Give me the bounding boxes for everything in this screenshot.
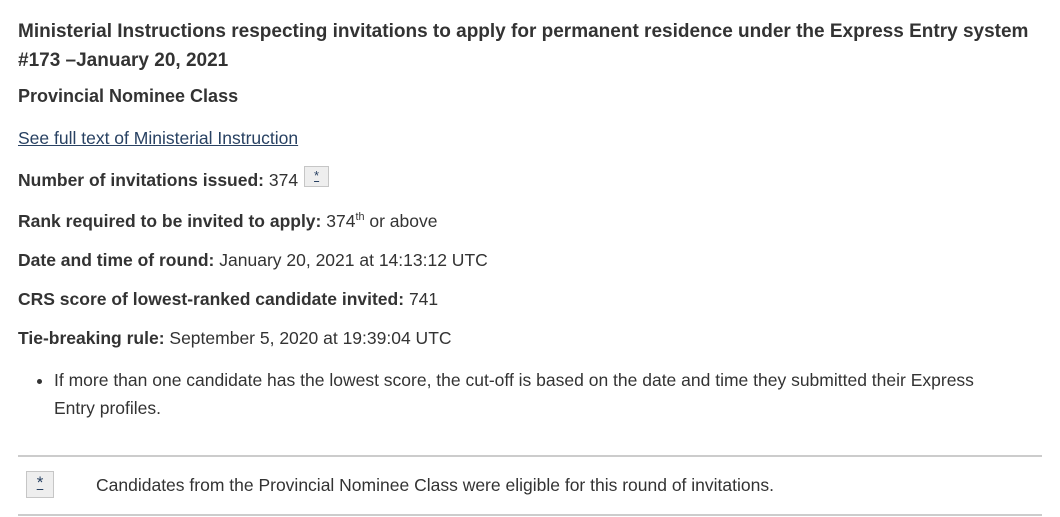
footnote-marker-link[interactable]: * — [26, 471, 54, 498]
field-tie-breaking-rule — [18, 327, 1042, 349]
field-crs-score-label: CRS score of lowest-ranked candidate invited: — [18, 289, 405, 309]
footnotes-divider-bottom — [18, 514, 1042, 516]
round-title-line-2: #173 –January 20, 2021 — [18, 50, 229, 71]
field-tie-breaking-rule-label: Tie-breaking rule: — [18, 328, 165, 348]
footnote-text: Candidates from the Provincial Nominee Class were eligible for this round of invitations. — [96, 475, 774, 495]
field-invitations-issued-value: 374 — [268, 170, 299, 190]
field-rank-required-value: 374 — [326, 211, 356, 231]
footnote-reference-link[interactable]: * — [304, 166, 329, 187]
round-title-line-1: Ministerial Instructions respecting invitations to apply for permanent residence under the Express Entry system — [18, 21, 1029, 42]
footnote-row — [18, 457, 1042, 514]
field-rank-required-label: Rank required to be invited to apply: — [18, 211, 322, 231]
ordinal-suffix: th — [355, 211, 365, 224]
footnotes-section — [18, 455, 1042, 516]
full-text-link[interactable]: See full text of Ministerial Instruction — [18, 128, 299, 148]
field-round-datetime-value: January 20, 2021 at 14:13:12 UTC — [219, 250, 488, 270]
class-heading: Provincial Nominee Class — [18, 86, 239, 106]
tie-breaking-note-list — [18, 366, 1042, 422]
field-round-datetime-label: Date and time of round: — [18, 250, 215, 270]
tie-breaking-note-item: • If more than one candidate has the lowest score, the cut-off is based on the date and time they submitted their Express Entry profiles. — [54, 366, 1004, 422]
field-rank-required — [18, 210, 1042, 232]
field-crs-score-value: 741 — [408, 289, 439, 309]
field-invitations-issued-label: Number of invitations issued: — [18, 170, 264, 190]
field-invitations-issued — [18, 169, 1042, 193]
field-tie-breaking-rule-value: September 5, 2020 at 19:39:04 UTC — [169, 328, 452, 348]
round-title — [18, 17, 1042, 75]
field-round-datetime — [18, 249, 1042, 271]
full-text-link-line — [18, 128, 1042, 150]
field-rank-required-suffix: or above — [364, 211, 438, 231]
field-crs-score — [18, 288, 1042, 310]
